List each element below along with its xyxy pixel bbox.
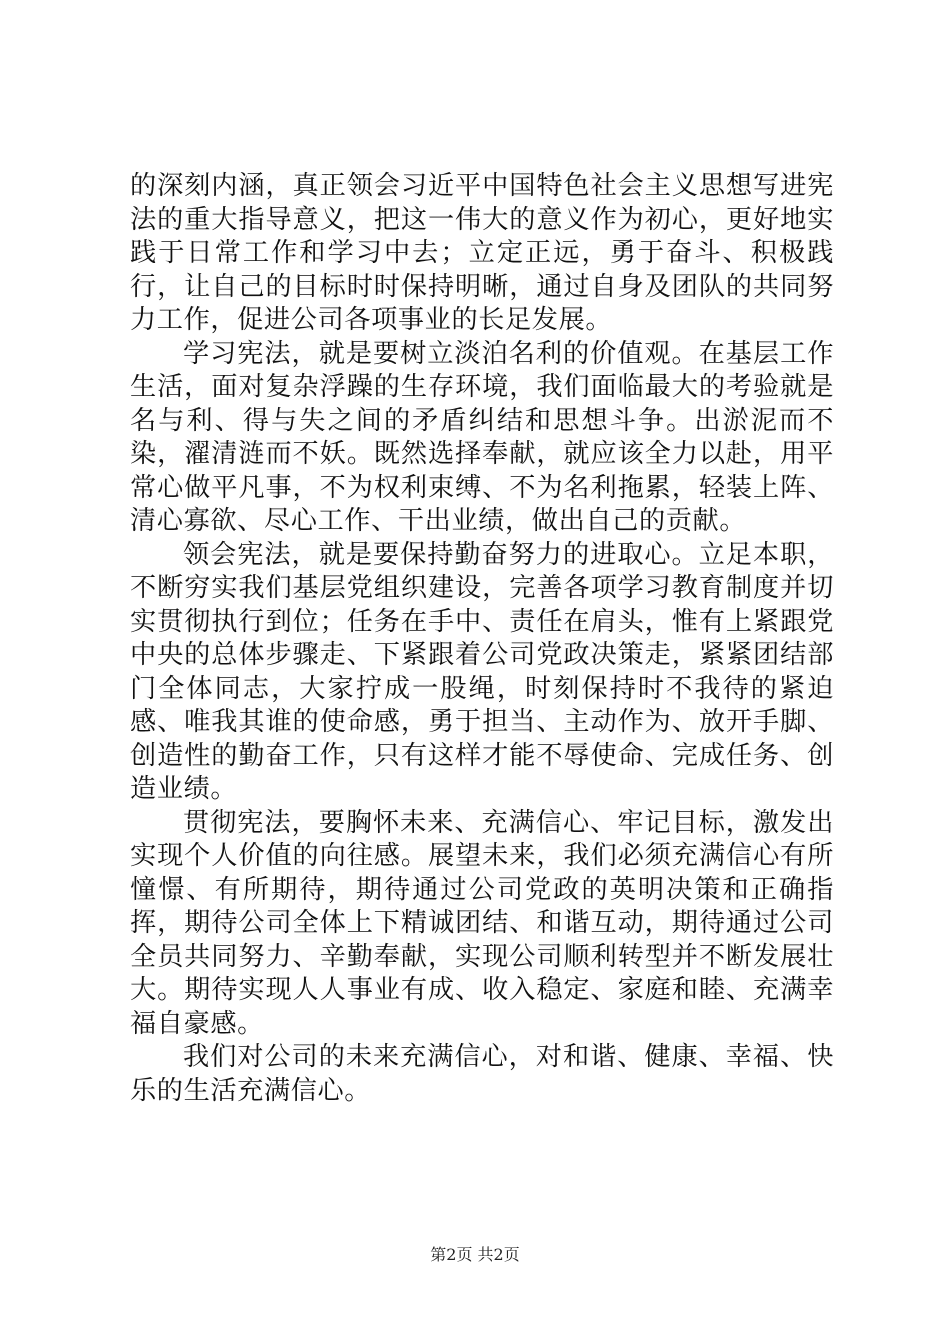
document-body [130,170,834,1108]
paragraph-1: 的深刻内涵，真正领会习近平中国特色社会主义思想写进宪法的重大指导意义，把这一伟大的意义作为初心，更好地实践于日常工作和学习中去；立定正远，勇于奋斗、积极践行，让自己的目标时时保持明晰，通过自身及团队的共同努力工作，促进公司各项事业的长足发展。 [130,171,834,335]
page-footer: 第2页 共2页 [430,1245,520,1264]
paragraph-4: 贯彻宪法，要胸怀未来、充满信心、牢记目标，激发出实现个人价值的向往感。展望未来，我们必须充满信心有所憧憬、有所期待，期待通过公司党政的英明决策和正确指挥，期待公司全体上下精诚团结、和谐互动，期待通过公司全员共同努力、辛勤奉献，实现公司顺利转型并不断发展壮大。期待实现人人事业有成、收入稳定、家庭和睦、充满幸福自豪感。 [130,807,834,1039]
paragraph-3: 领会宪法，就是要保持勤奋努力的进取心。立足本职，不断穷实我们基层党组织建设，完善各项学习教育制度并切实贯彻执行到位；任务在手中、责任在肩头，惟有上紧跟党中央的总体步骤走、下紧跟着公司党政决策走，紧紧团结部门全体同志，大家拧成一股绳，时刻保持时不我待的紧迫感、唯我其谁的使命感，勇于担当、主动作为、放开手脚、创造性的勤奋工作，只有这样才能不辱使命、完成任务、创造业绩。 [130,539,834,804]
paragraph-2: 学习宪法，就是要树立淡泊名利的价值观。在基层工作生活，面对复杂浮躁的生存环境，我们面临最大的考验就是名与利、得与失之间的矛盾纠结和思想斗争。出淤泥而不染，濯清涟而不妖。既然选择奉献，就应该全力以赴，用平常心做平凡事，不为权利束缚、不为名利拖累，轻装上阵、清心寡欲、尽心工作、干出业绩，做出自己的贡献。 [130,338,834,536]
paragraph-5: 我们对公司的未来充满信心，对和谐、健康、幸福、快乐的生活充满信心。 [130,1042,834,1106]
